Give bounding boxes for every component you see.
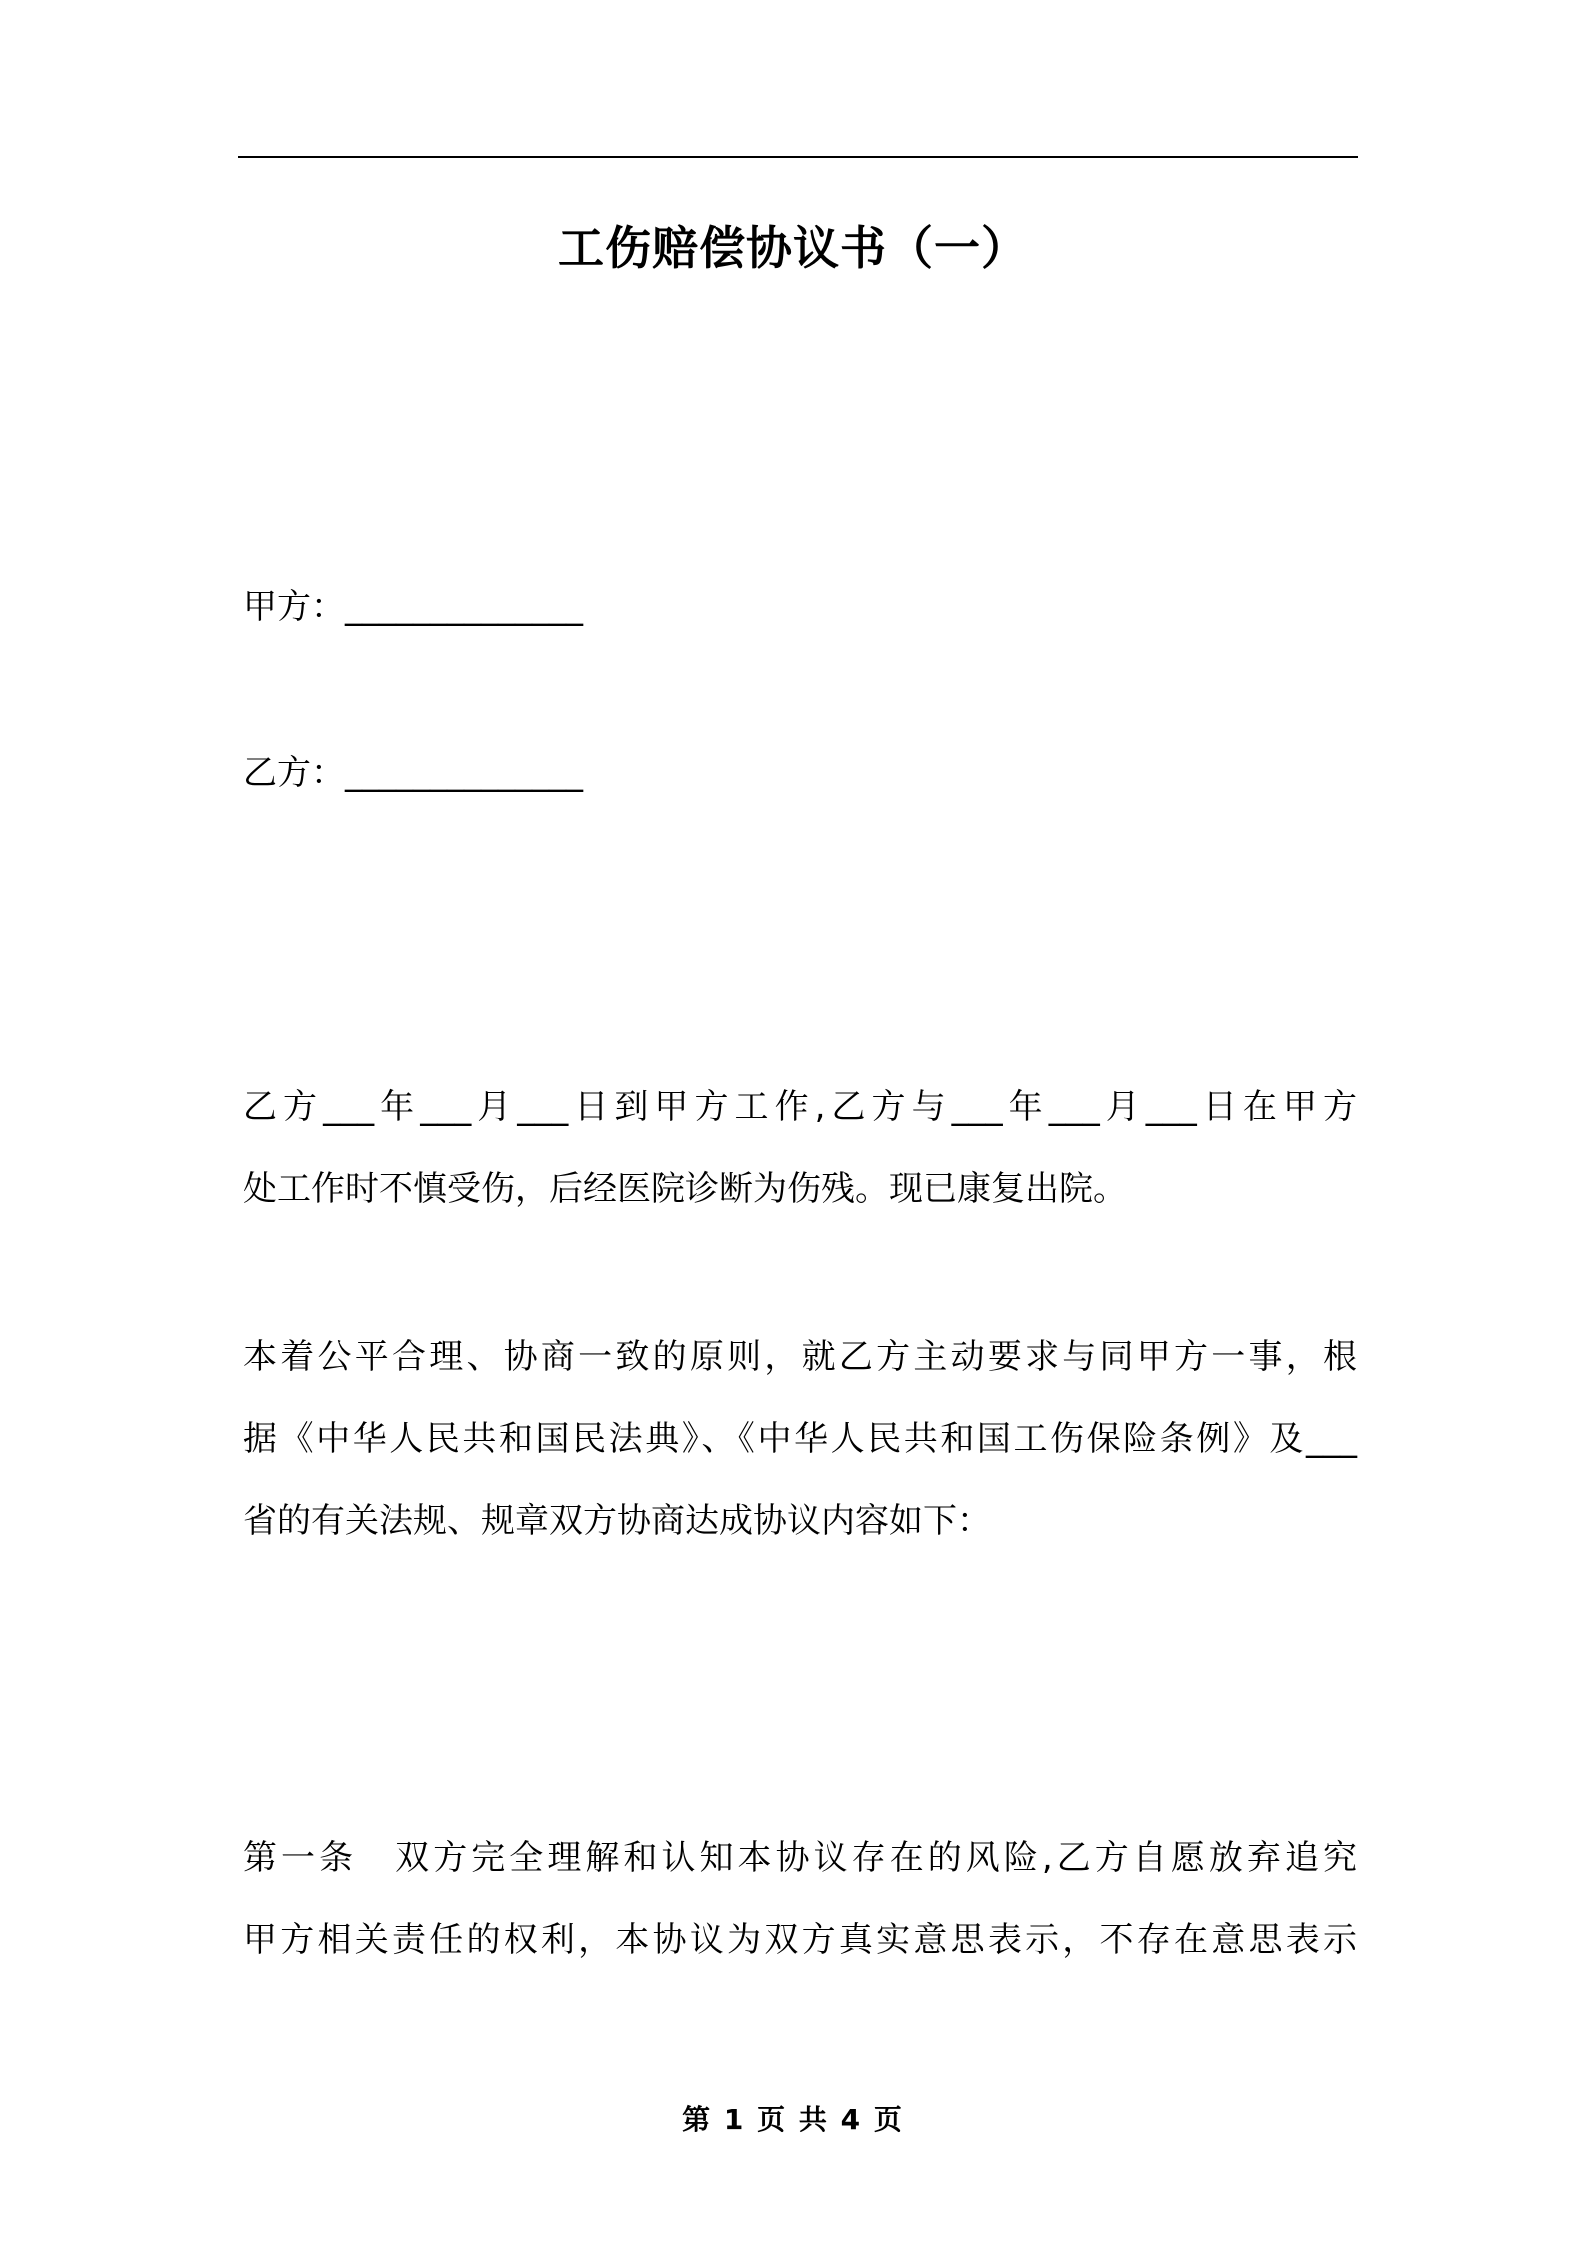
paragraph-line: 据《中华人民共和国民法典》、《中华人民共和国工伤保险条例》及___ (243, 1419, 1357, 1459)
paragraph-line: 处工作时不慎受伤，后经医院诊断为伤残。现已康复出院。 (243, 1169, 1127, 1209)
document-title: 工伤赔偿协议书（一） (558, 221, 1028, 275)
paragraph-line: 乙方___年___月___日到甲方工作,乙方与___年___月___日在甲方 (243, 1087, 1357, 1127)
party-b-line: 乙方：______________ (243, 753, 583, 793)
paragraph-line: 省的有关法规、规章双方协商达成协议内容如下： (243, 1501, 991, 1541)
header-rule (238, 156, 1358, 158)
page-indicator: 第 1 页 共 4 页 (682, 2103, 904, 2136)
paragraph-line: 本着公平合理、协商一致的原则，就乙方主动要求与同甲方一事，根 (243, 1337, 1357, 1377)
paragraph-line: 第一条 双方完全理解和认知本协议存在的风险,乙方自愿放弃追究 (243, 1838, 1357, 1878)
paragraph-line: 甲方相关责任的权利，本协议为双方真实意思表示，不存在意思表示 (243, 1920, 1357, 1960)
party-a-line: 甲方：______________ (243, 587, 583, 627)
